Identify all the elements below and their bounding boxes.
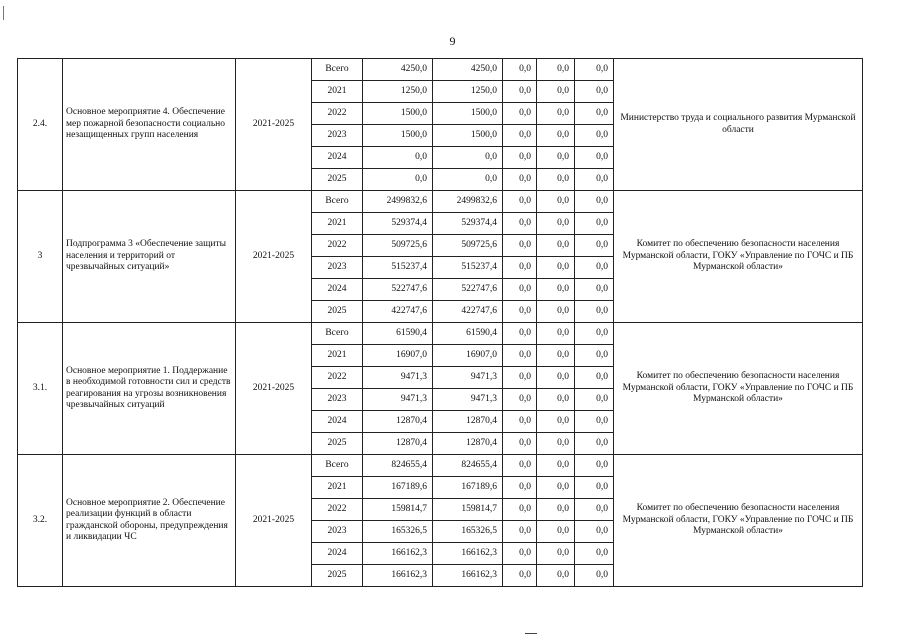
- federal-budget-cell: 0,0: [503, 499, 537, 521]
- total-funding-cell: 2499832,6: [363, 191, 433, 213]
- total-funding-cell: 422747,6: [363, 301, 433, 323]
- year-cell: 2022: [312, 499, 363, 521]
- federal-budget-cell: 0,0: [503, 257, 537, 279]
- extrabudget-cell: 0,0: [575, 323, 614, 345]
- local-budget-cell: 0,0: [537, 499, 575, 521]
- federal-budget-cell: 0,0: [503, 301, 537, 323]
- local-budget-cell: 0,0: [537, 213, 575, 235]
- extrabudget-cell: 0,0: [575, 257, 614, 279]
- regional-budget-cell: 12870,4: [433, 433, 503, 455]
- extrabudget-cell: 0,0: [575, 169, 614, 191]
- extrabudget-cell: 0,0: [575, 279, 614, 301]
- local-budget-cell: 0,0: [537, 389, 575, 411]
- federal-budget-cell: 0,0: [503, 125, 537, 147]
- year-cell: 2021: [312, 213, 363, 235]
- federal-budget-cell: 0,0: [503, 565, 537, 587]
- local-budget-cell: 0,0: [537, 125, 575, 147]
- year-cell: 2022: [312, 103, 363, 125]
- table-row: [18, 455, 863, 477]
- section-number: 3.2.: [18, 455, 63, 587]
- extrabudget-cell: 0,0: [575, 389, 614, 411]
- regional-budget-cell: 12870,4: [433, 411, 503, 433]
- regional-budget-cell: 522747,6: [433, 279, 503, 301]
- federal-budget-cell: 0,0: [503, 521, 537, 543]
- local-budget-cell: 0,0: [537, 257, 575, 279]
- total-funding-cell: 167189,6: [363, 477, 433, 499]
- year-cell: 2023: [312, 125, 363, 147]
- total-funding-cell: 159814,7: [363, 499, 433, 521]
- total-funding-cell: 9471,3: [363, 367, 433, 389]
- regional-budget-cell: 61590,4: [433, 323, 503, 345]
- extrabudget-cell: 0,0: [575, 433, 614, 455]
- local-budget-cell: 0,0: [537, 279, 575, 301]
- total-funding-cell: 1500,0: [363, 125, 433, 147]
- extrabudget-cell: 0,0: [575, 345, 614, 367]
- federal-budget-cell: 0,0: [503, 323, 537, 345]
- regional-budget-cell: 1500,0: [433, 125, 503, 147]
- section-executor: Комитет по обеспечению безопасности населения Мурманской области, ГОКУ «Управление по ГОЧС и ПБ Мурманской области»: [614, 191, 863, 323]
- local-budget-cell: 0,0: [537, 103, 575, 125]
- section-name: Подпрограмма 3 «Обеспечение защиты населения и территорий от чрезвычайных ситуаций»: [63, 191, 236, 323]
- federal-budget-cell: 0,0: [503, 433, 537, 455]
- federal-budget-cell: 0,0: [503, 477, 537, 499]
- total-funding-cell: 165326,5: [363, 521, 433, 543]
- year-cell: 2021: [312, 81, 363, 103]
- program-funding-table: [17, 58, 863, 587]
- year-cell: Всего: [312, 455, 363, 477]
- regional-budget-cell: 422747,6: [433, 301, 503, 323]
- extrabudget-cell: 0,0: [575, 367, 614, 389]
- regional-budget-cell: 166162,3: [433, 565, 503, 587]
- total-funding-cell: 12870,4: [363, 411, 433, 433]
- local-budget-cell: 0,0: [537, 345, 575, 367]
- local-budget-cell: 0,0: [537, 411, 575, 433]
- local-budget-cell: 0,0: [537, 235, 575, 257]
- federal-budget-cell: 0,0: [503, 59, 537, 81]
- section-executor: Министерство труда и социального развития Мурманской области: [614, 59, 863, 191]
- year-cell: 2025: [312, 301, 363, 323]
- local-budget-cell: 0,0: [537, 323, 575, 345]
- total-funding-cell: 16907,0: [363, 345, 433, 367]
- local-budget-cell: 0,0: [537, 477, 575, 499]
- year-cell: 2022: [312, 367, 363, 389]
- total-funding-cell: 509725,6: [363, 235, 433, 257]
- total-funding-cell: 1500,0: [363, 103, 433, 125]
- year-cell: 2021: [312, 345, 363, 367]
- year-cell: 2024: [312, 411, 363, 433]
- federal-budget-cell: 0,0: [503, 367, 537, 389]
- local-budget-cell: 0,0: [537, 543, 575, 565]
- local-budget-cell: 0,0: [537, 367, 575, 389]
- federal-budget-cell: 0,0: [503, 169, 537, 191]
- extrabudget-cell: 0,0: [575, 521, 614, 543]
- extrabudget-cell: 0,0: [575, 543, 614, 565]
- total-funding-cell: 0,0: [363, 169, 433, 191]
- federal-budget-cell: 0,0: [503, 345, 537, 367]
- scan-dash-mark: [525, 633, 537, 634]
- total-funding-cell: 9471,3: [363, 389, 433, 411]
- total-funding-cell: 61590,4: [363, 323, 433, 345]
- extrabudget-cell: 0,0: [575, 565, 614, 587]
- extrabudget-cell: 0,0: [575, 213, 614, 235]
- total-funding-cell: 515237,4: [363, 257, 433, 279]
- regional-budget-cell: 159814,7: [433, 499, 503, 521]
- year-cell: 2025: [312, 169, 363, 191]
- year-cell: 2024: [312, 279, 363, 301]
- regional-budget-cell: 529374,4: [433, 213, 503, 235]
- federal-budget-cell: 0,0: [503, 191, 537, 213]
- federal-budget-cell: 0,0: [503, 147, 537, 169]
- regional-budget-cell: 165326,5: [433, 521, 503, 543]
- regional-budget-cell: 9471,3: [433, 389, 503, 411]
- section-number: 3.1.: [18, 323, 63, 455]
- section-name: Основное мероприятие 2. Обеспечение реализации функций в области гражданской обороны, предупреждения и ликвидации ЧС: [63, 455, 236, 587]
- regional-budget-cell: 824655,4: [433, 455, 503, 477]
- regional-budget-cell: 0,0: [433, 147, 503, 169]
- extrabudget-cell: 0,0: [575, 191, 614, 213]
- section-name: Основное мероприятие 1. Поддержание в необходимой готовности сил и средств реагирования на угрозы возникновения чрезвычайных ситуаций: [63, 323, 236, 455]
- regional-budget-cell: 167189,6: [433, 477, 503, 499]
- year-cell: 2023: [312, 257, 363, 279]
- federal-budget-cell: 0,0: [503, 235, 537, 257]
- federal-budget-cell: 0,0: [503, 411, 537, 433]
- local-budget-cell: 0,0: [537, 169, 575, 191]
- year-cell: 2022: [312, 235, 363, 257]
- year-cell: 2025: [312, 433, 363, 455]
- local-budget-cell: 0,0: [537, 59, 575, 81]
- total-funding-cell: 522747,6: [363, 279, 433, 301]
- extrabudget-cell: 0,0: [575, 235, 614, 257]
- extrabudget-cell: 0,0: [575, 125, 614, 147]
- year-cell: Всего: [312, 191, 363, 213]
- regional-budget-cell: 1250,0: [433, 81, 503, 103]
- total-funding-cell: 529374,4: [363, 213, 433, 235]
- regional-budget-cell: 515237,4: [433, 257, 503, 279]
- section-period: 2021-2025: [236, 59, 312, 191]
- extrabudget-cell: 0,0: [575, 81, 614, 103]
- year-cell: Всего: [312, 59, 363, 81]
- regional-budget-cell: 9471,3: [433, 367, 503, 389]
- total-funding-cell: 12870,4: [363, 433, 433, 455]
- section-period: 2021-2025: [236, 191, 312, 323]
- regional-budget-cell: 4250,0: [433, 59, 503, 81]
- local-budget-cell: 0,0: [537, 521, 575, 543]
- table-row: [18, 323, 863, 345]
- year-cell: 2024: [312, 147, 363, 169]
- extrabudget-cell: 0,0: [575, 499, 614, 521]
- extrabudget-cell: 0,0: [575, 455, 614, 477]
- local-budget-cell: 0,0: [537, 565, 575, 587]
- extrabudget-cell: 0,0: [575, 147, 614, 169]
- total-funding-cell: 1250,0: [363, 81, 433, 103]
- total-funding-cell: 4250,0: [363, 59, 433, 81]
- year-cell: 2023: [312, 521, 363, 543]
- local-budget-cell: 0,0: [537, 433, 575, 455]
- section-executor: Комитет по обеспечению безопасности населения Мурманской области, ГОКУ «Управление по ГОЧС и ПБ Мурманской области»: [614, 323, 863, 455]
- regional-budget-cell: 1500,0: [433, 103, 503, 125]
- federal-budget-cell: 0,0: [503, 455, 537, 477]
- section-executor: Комитет по обеспечению безопасности населения Мурманской области, ГОКУ «Управление по ГОЧС и ПБ Мурманской области»: [614, 455, 863, 587]
- federal-budget-cell: 0,0: [503, 103, 537, 125]
- local-budget-cell: 0,0: [537, 81, 575, 103]
- scan-edge-mark: [3, 6, 4, 20]
- year-cell: 2024: [312, 543, 363, 565]
- section-name: Основное мероприятие 4. Обеспечение мер пожарной безопасности социально незащищенных групп населения: [63, 59, 236, 191]
- section-period: 2021-2025: [236, 323, 312, 455]
- extrabudget-cell: 0,0: [575, 59, 614, 81]
- year-cell: Всего: [312, 323, 363, 345]
- federal-budget-cell: 0,0: [503, 81, 537, 103]
- table-row: [18, 191, 863, 213]
- page-number: 9: [449, 34, 456, 48]
- table-row: [18, 59, 863, 81]
- extrabudget-cell: 0,0: [575, 411, 614, 433]
- extrabudget-cell: 0,0: [575, 477, 614, 499]
- local-budget-cell: 0,0: [537, 301, 575, 323]
- section-period: 2021-2025: [236, 455, 312, 587]
- year-cell: 2025: [312, 565, 363, 587]
- regional-budget-cell: 509725,6: [433, 235, 503, 257]
- federal-budget-cell: 0,0: [503, 213, 537, 235]
- local-budget-cell: 0,0: [537, 147, 575, 169]
- total-funding-cell: 166162,3: [363, 543, 433, 565]
- federal-budget-cell: 0,0: [503, 389, 537, 411]
- regional-budget-cell: 2499832,6: [433, 191, 503, 213]
- local-budget-cell: 0,0: [537, 191, 575, 213]
- year-cell: 2023: [312, 389, 363, 411]
- regional-budget-cell: 166162,3: [433, 543, 503, 565]
- extrabudget-cell: 0,0: [575, 103, 614, 125]
- total-funding-cell: 0,0: [363, 147, 433, 169]
- year-cell: 2021: [312, 477, 363, 499]
- extrabudget-cell: 0,0: [575, 301, 614, 323]
- local-budget-cell: 0,0: [537, 455, 575, 477]
- regional-budget-cell: 16907,0: [433, 345, 503, 367]
- total-funding-cell: 824655,4: [363, 455, 433, 477]
- total-funding-cell: 166162,3: [363, 565, 433, 587]
- section-number: 2.4.: [18, 59, 63, 191]
- federal-budget-cell: 0,0: [503, 543, 537, 565]
- section-number: 3: [18, 191, 63, 323]
- regional-budget-cell: 0,0: [433, 169, 503, 191]
- federal-budget-cell: 0,0: [503, 279, 537, 301]
